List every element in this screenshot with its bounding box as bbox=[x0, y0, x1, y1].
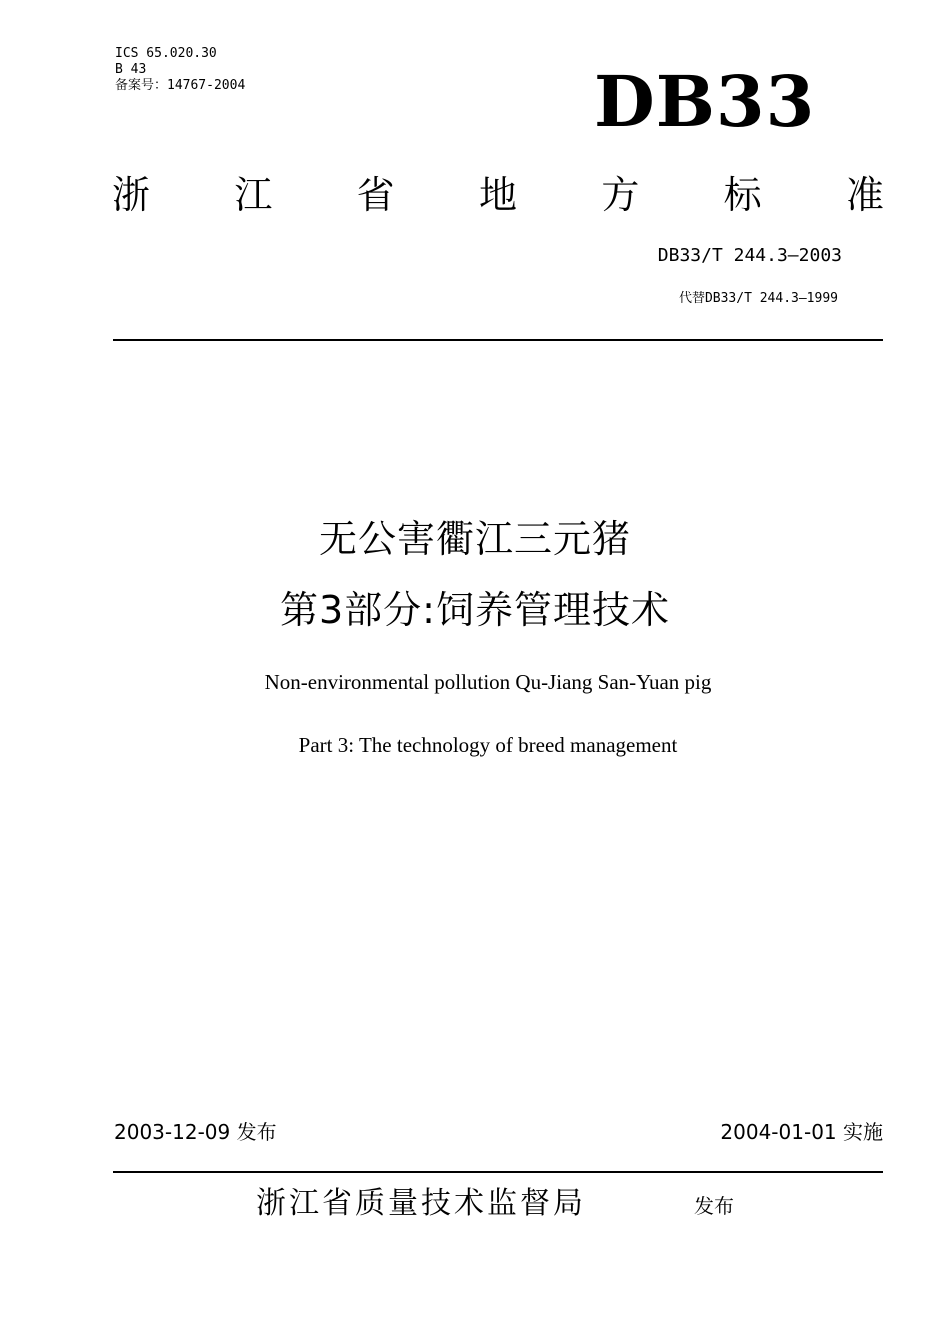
top-divider bbox=[113, 339, 883, 341]
publish-label: 发布 bbox=[694, 1194, 734, 1218]
standard-code-logo: DB33 bbox=[594, 60, 816, 143]
standard-type-title bbox=[112, 168, 884, 222]
publisher-name: 浙江省质量技术监督局 bbox=[256, 1186, 586, 1221]
english-title-line-2: Part 3: The technology of breed management bbox=[298, 733, 678, 757]
standard-type-char: 地 bbox=[478, 173, 517, 217]
standard-type-char: 方 bbox=[601, 173, 640, 217]
chinese-title-line-1: 无公害衢江三元猪 bbox=[318, 517, 631, 561]
replaces-standard: 代替DB33/T 244.3—1999 bbox=[678, 291, 838, 306]
standard-type-char: 江 bbox=[234, 173, 273, 217]
ics-code: ICS 65.020.30 bbox=[115, 46, 217, 61]
effective-date: 2004-01-01 实施 bbox=[720, 1120, 883, 1144]
standard-number: DB33/T 244.3—2003 bbox=[657, 245, 842, 266]
issue-date: 2003-12-09 发布 bbox=[114, 1120, 277, 1144]
standard-type-char: 浙 bbox=[112, 173, 151, 217]
chinese-title-line-2: 第3部分:饲养管理技术 bbox=[280, 588, 670, 632]
standard-type-char: 准 bbox=[845, 173, 884, 217]
standard-type-char: 标 bbox=[723, 173, 762, 217]
english-title-line-1: Non-environmental pollution Qu-Jiang San-Yuan pig bbox=[264, 670, 712, 694]
record-number: 备案号：14767-2004 bbox=[115, 78, 246, 93]
standard-type-char: 省 bbox=[356, 173, 395, 217]
classification-code: B 43 bbox=[115, 62, 147, 77]
bottom-divider bbox=[113, 1171, 883, 1173]
